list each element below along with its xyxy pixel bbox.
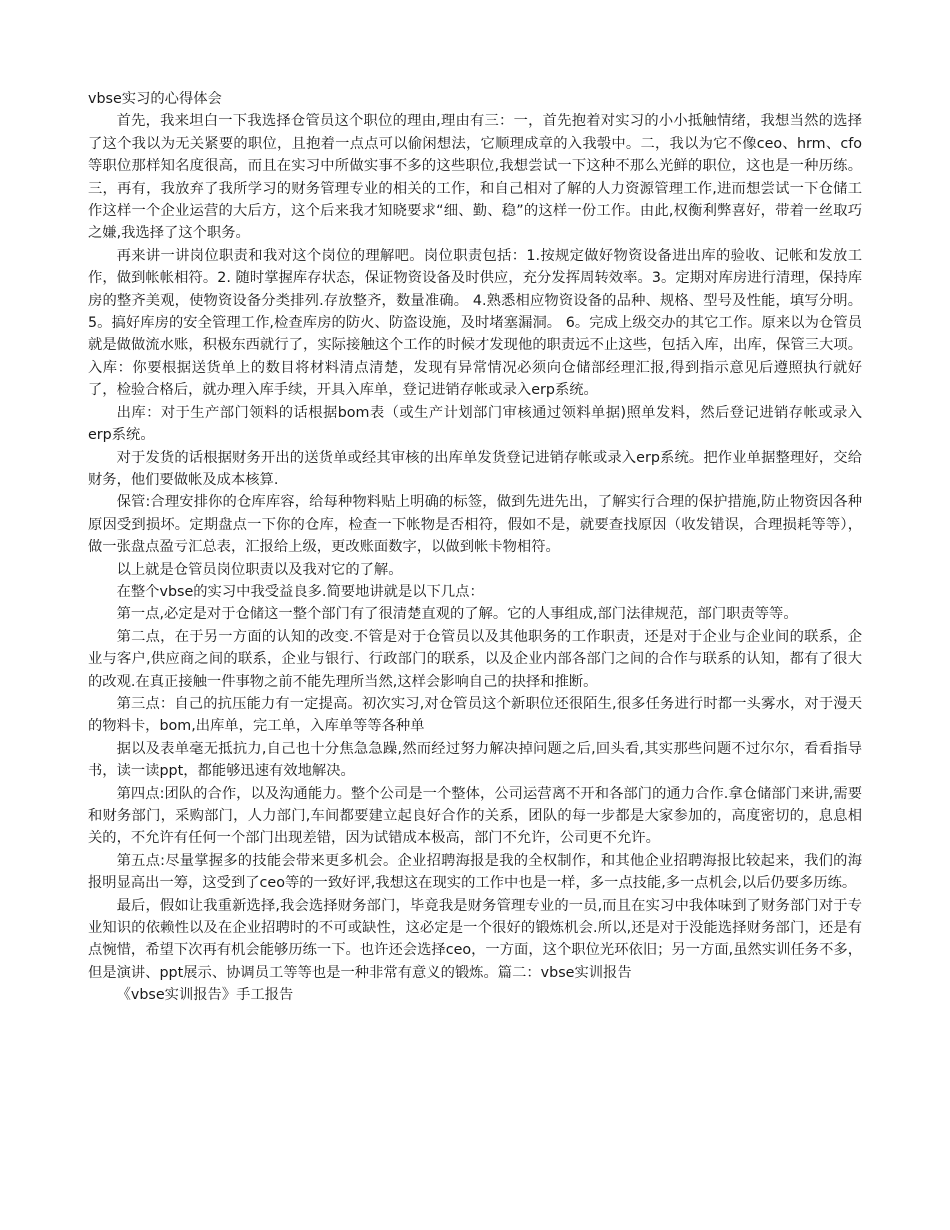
document-page [88, 88, 862, 1007]
paragraph-point-1: 第一点,必定是对于仓储这一整个部门有了很清楚直观的了解。它的人事组成,部门法律规范，部门职责等等。 [116, 606, 798, 623]
paragraph-reason: 首先，我来坦白一下我选择仓管员这个职位的理由,理由有三：一，首先抱着对实习的小小抵触情绪，我想当然的选择了这个我以为无关紧要的职位，且抱着一点点可以偷闲想法，它顺理成章的入我彀中。二，我以为它不像ceo、hrm、cfo等职位那样知名度很高，而且在实习中所做实事不多的这些职位,我想尝试一下这种不那么光鲜的职位，这也是一种历练。三，再有，我放弃了我所学习的财务管理专业的相关的工作，和自己相对了解的人力资源管理工作,进而想尝试一下仓储工作这样一个企业运营的大后方，这个后来我才知晓要求“细、勤、稳”的这样一份工作。由此,权衡利弊喜好，带着一丝取巧之嫌,我选择了这个职务。 [88, 113, 862, 242]
document-title: vbse实习的心得体会 [88, 91, 222, 107]
paragraph-summary: 以上就是仓管员岗位职责以及我对它的了解。 [116, 561, 403, 578]
paragraph-point-3: 第三点：自己的抗压能力有一定提高。初次实习,对仓管员这个新职位还很陌生,很多任务进行时都一头雾水，对于漫天的物料卡，bom,出库单，完工单，入库单等等各种单 [88, 695, 862, 735]
paragraph-shipping: 对于发货的话根据财务开出的送货单或经其审核的出库单发货登记进销存帐或录入erp系统。把作业单据整理好，交给财务，他们要做帐及成本核算. [88, 449, 862, 488]
paragraph-gains-intro: 在整个vbse的实习中我受益良多.简要地讲就是以下几点： [116, 583, 484, 600]
paragraph-point-5: 第五点:尽量掌握多的技能会带来更多机会。企业招聘海报是我的全权制作，和其他企业招聘海报比较起来，我们的海报明显高出一筹，这受到了ceo等的一致好评,我想这在现实的工作中也是一样，多一点技能,多一点机会,以后仍要多历练。 [88, 852, 862, 892]
paragraph-point-3-cont: 据以及表单毫无抵抗力,自己也十分焦急急躁,然而经过努力解决掉问题之后,回头看,其实那些问题不过尔尔，看看指导书，读一读ppt，都能够迅速有效地解决。 [88, 740, 862, 780]
paragraph-duties: 再来讲一讲岗位职责和我对这个岗位的理解吧。岗位职责包括：1.按规定做好物资设备进出库的验收、记帐和发放工作，做到帐帐相符。2. 随时掌握库存状态，保证物资设备及时供应，充分发挥周转效率。3。定期对库房进行清理，保持库房的整齐美观，使物资设备分类排列.存放整齐，数量准确。 4.熟悉相应物资设备的品种、规格、型号及性能，填写分明。 5。搞好库房的安全管理工作,检查库房的防火、防盗设施，及时堵塞漏洞。 6。完成上级交办的其它工作。原来以为仓管员就是做做流水账，积极东西就行了，实际接触这个工作的时候才发现他的职责远不止这些，包括入库，出库，保管三大项。 入库：你要根据送货单上的数目将材料清点清楚，发现有异常情况必须向仓储部经理汇报,得到指示意见后遵照执行就好了，检验合格后，就办理入库手续，开具入库单，登记进销存帐或录入erp系统。 [88, 247, 862, 399]
document-subtitle: 《vbse实训报告》手工报告 [116, 987, 294, 1004]
paragraph-point-4: 第四点:团队的合作，以及沟通能力。整个公司是一个整体，公司运营离不开和各部门的通力合作.拿仓储部门来讲,需要和财务部门，采购部门，人力部门,车间都要建立起良好合作的关系，团队的每一步都是大家参加的，高度密切的，息息相关的，不允许有任何一个部门出现差错，因为试错成本极高，部门不允许，公司更不允许。 [88, 785, 862, 847]
paragraph-outbound: 出库：对于生产部门领料的话根据bom表（或生产计划部门审核通过领料单据)照单发料，然后登记进销存帐或录入erp系统。 [88, 404, 862, 444]
paragraph-conclusion: 最后，假如让我重新选择,我会选择财务部门，毕竟我是财务管理专业的一员,而且在实习中我体味到了财务部门对于专业知识的依赖性以及在企业招聘时的不可或缺性，这必定是一个很好的锻炼机会.所以,还是对于没能选择财务部门，还是有点惋惜，希望下次再有机会能够历练一下。也许还会选择ceo，一方面，这个职位光环依旧；另一方面,虽然实训任务不多，但是演讲、ppt展示、协调员工等等也是一种非常有意义的锻炼。篇二：vbse实训报告 [88, 897, 862, 981]
paragraph-storage: 保管:合理安排你的仓库库容，给每种物料贴上明确的标签，做到先进先出，了解实行合理的保护措施,防止物资因各种原因受到损坏。定期盘点一下你的仓库，检查一下帐物是否相符，假如不是，就要查找原因（收发错误，合理损耗等等），做一张盘点盈亏汇总表，汇报给上级，更改账面数字，以做到帐卡物相符。 [88, 494, 862, 556]
paragraph-point-2: 第二点，在于另一方面的认知的改变.不管是对于仓管员以及其他职务的工作职责，还是对于企业与企业间的联系，企业与客户,供应商之间的联系，企业与银行、行政部门的联系，以及企业内部各部门之间的合作与联系的认知，都有了很大的改观.在真正接触一件事物之前不能先理所当然,这样会影响自己的抉择和推断。 [88, 628, 862, 690]
